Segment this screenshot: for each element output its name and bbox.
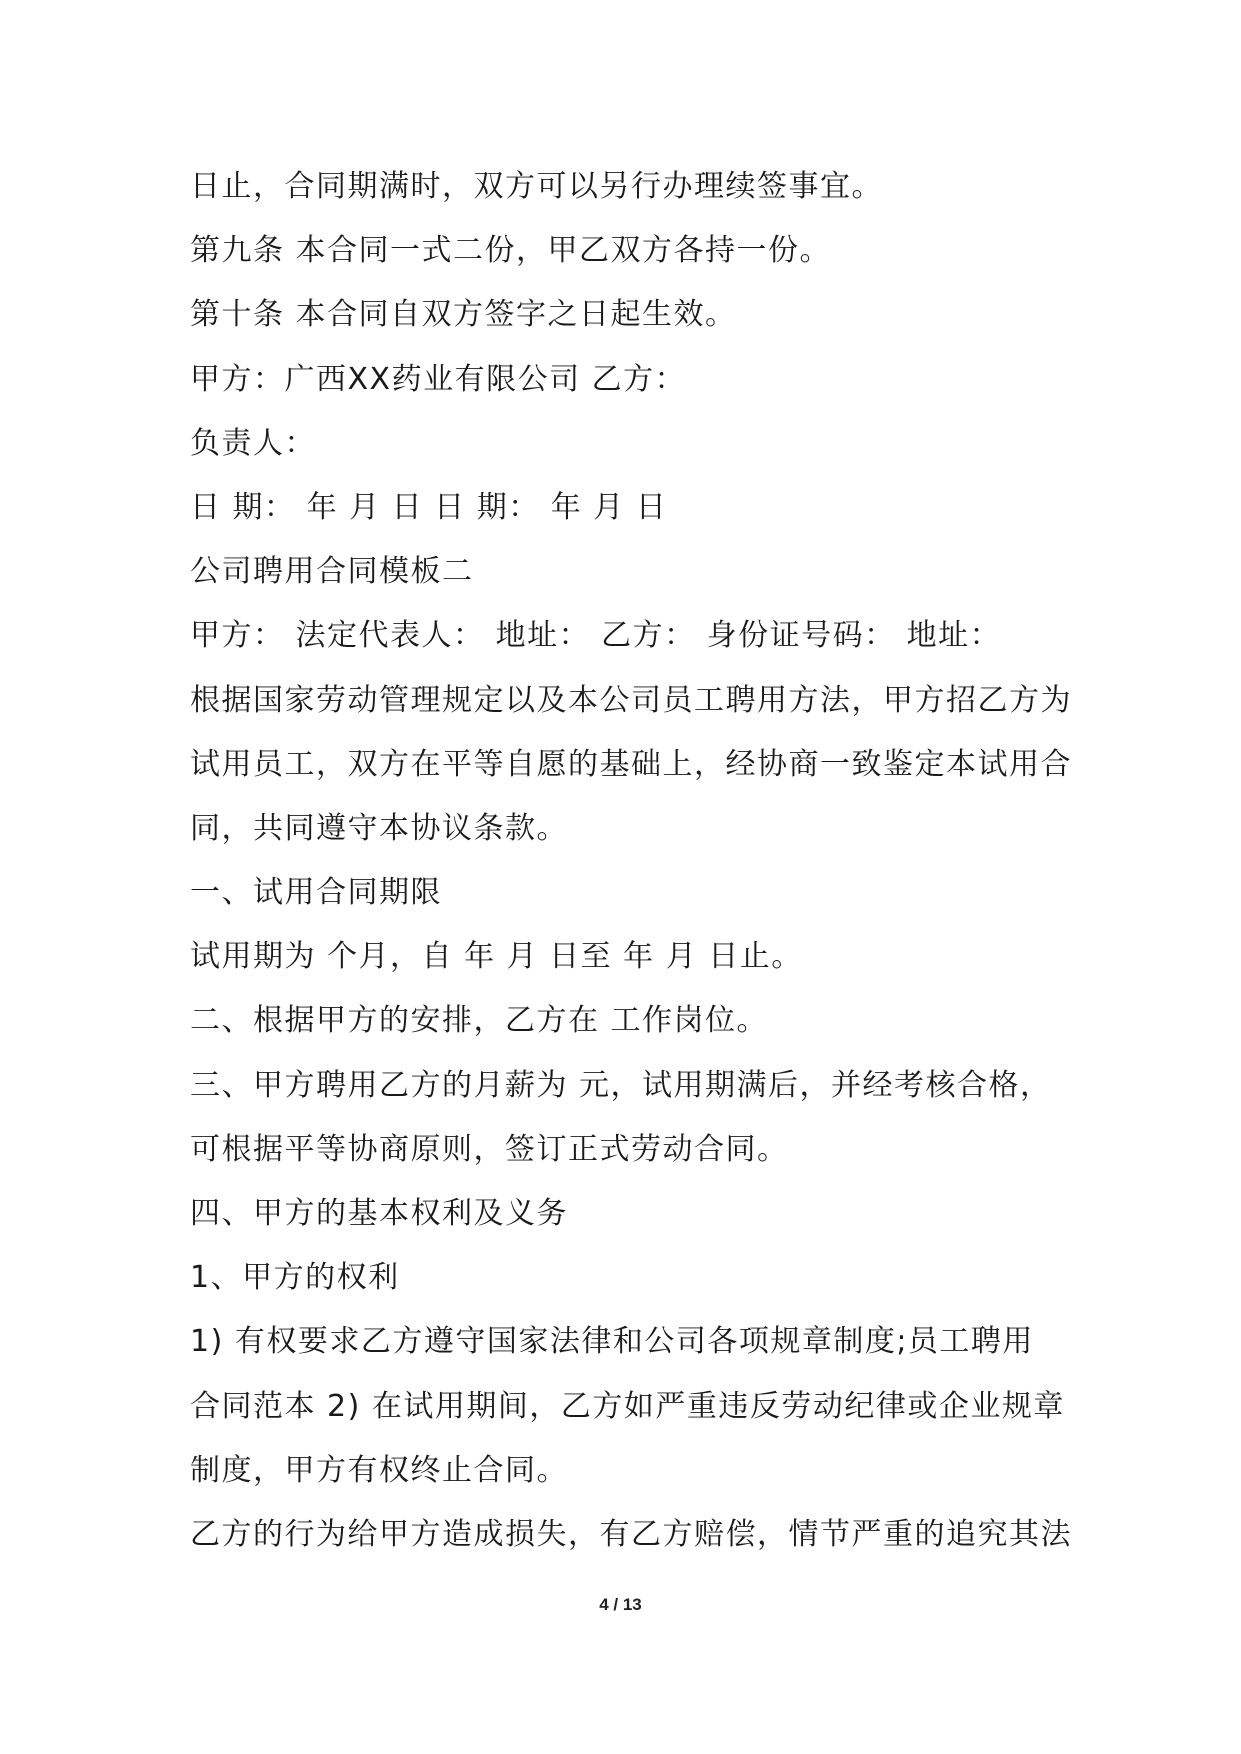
text-line: 试用期为 个月，自 年 月 日至 年 月 日止。 bbox=[190, 939, 803, 975]
text-line: 根据国家劳动管理规定以及本公司员工聘用方法，甲方招乙方为 bbox=[190, 682, 1072, 718]
text-line: 试用员工，双方在平等自愿的基础上，经协商一致鉴定本试用合 bbox=[190, 746, 1072, 782]
clause-heading: 四、甲方的基本权利及义务 bbox=[190, 1196, 568, 1231]
text-line: 甲方：广西XX药业有限公司 乙方： bbox=[190, 361, 687, 397]
text-line: 日止，合同期满时，双方可以另行办理续签事宜。 bbox=[190, 169, 883, 204]
text-line: 负责人： bbox=[190, 425, 316, 461]
document-body bbox=[190, 155, 1072, 1567]
text-line: 乙方的行为给甲方造成损失，有乙方赔偿，情节严重的追究其法 bbox=[190, 1516, 1072, 1552]
clause-heading: 三、甲方聘用乙方的月薪为 元，试用期满后，并经考核合格， bbox=[190, 1067, 1052, 1103]
clause-heading: 一、试用合同期限 bbox=[190, 875, 442, 911]
text-line: 第九条 本合同一式二份，甲乙双方各持一份。 bbox=[190, 233, 832, 269]
page-number: 4 / 13 bbox=[599, 1595, 642, 1614]
text-line: 1) 有权要求乙方遵守国家法律和公司各项规章制度;员工聘用 bbox=[190, 1324, 1034, 1360]
text-line: 合同范本 2) 在试用期间，乙方如严重违反劳动纪律或企业规章 bbox=[190, 1388, 1065, 1424]
text-line: 第十条 本合同自双方签字之日起生效。 bbox=[190, 297, 737, 333]
clause-heading: 二、根据甲方的安排，乙方在 工作岗位。 bbox=[190, 1003, 769, 1039]
clause-heading: 1、甲方的权利 bbox=[190, 1260, 400, 1296]
text-line: 同，共同遵守本协议条款。 bbox=[190, 810, 568, 846]
text-line: 甲方： 法定代表人： 地址： 乙方： 身份证号码： 地址： bbox=[190, 618, 1002, 654]
section-heading: 公司聘用合同模板二 bbox=[190, 554, 474, 590]
text-line: 制度，甲方有权终止合同。 bbox=[190, 1452, 568, 1488]
text-line: 可根据平等协商原则，签订正式劳动合同。 bbox=[190, 1131, 789, 1167]
text-line: 日 期： 年 月 日 日 期： 年 月 日 bbox=[190, 489, 668, 525]
